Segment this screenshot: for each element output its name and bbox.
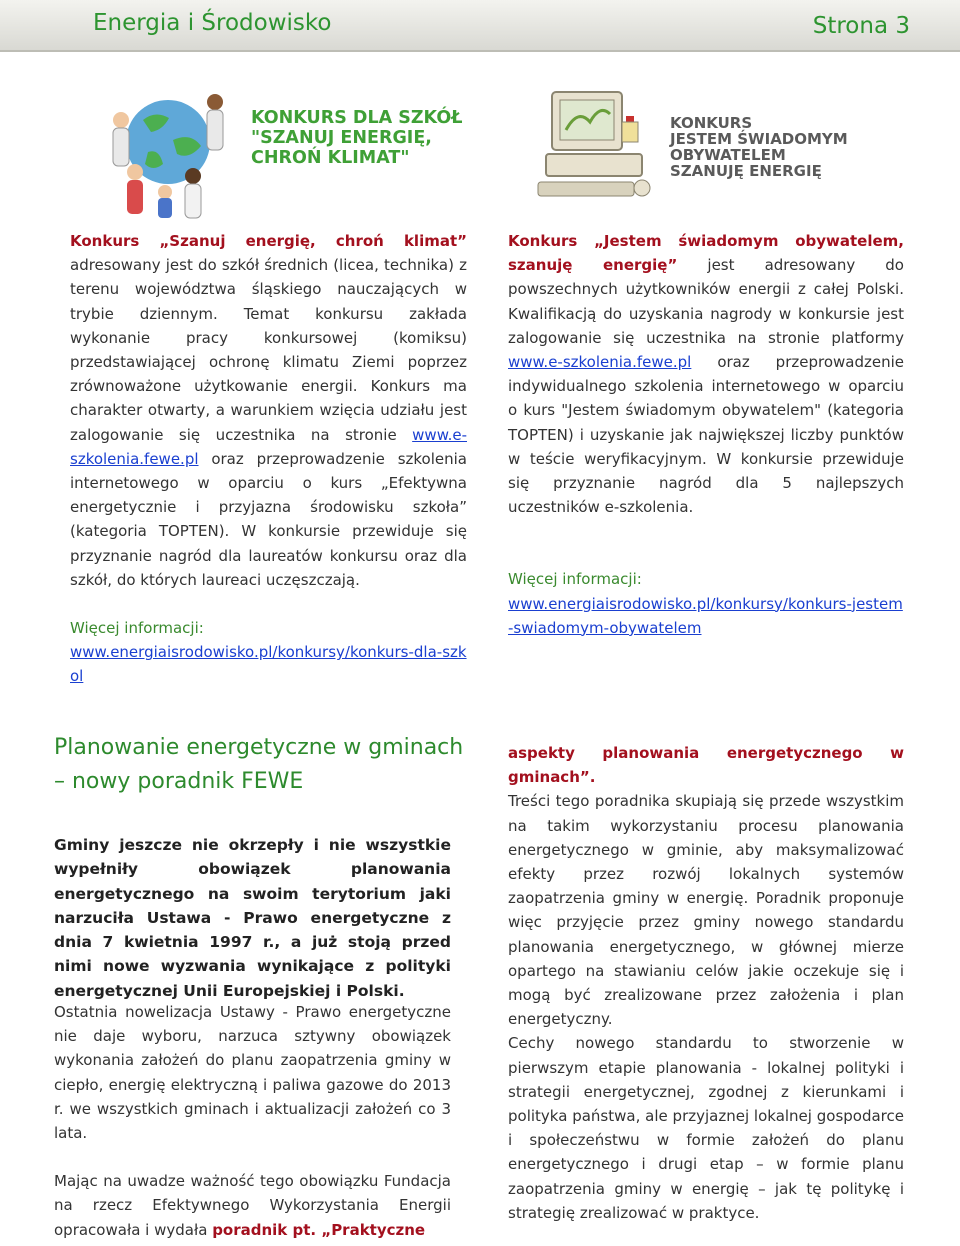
article-lead: Gminy jeszcze nie okrzepły i nie wszystkie wypełniły obowiązek planowania energetycznego na swoim terytorium jaki narzuciła Ustawa - Prawo energetyczne z dnia 7 kwietnia 1997 r., a już stoją przed nimi nowe wyzwania wynikające z polityki energetycznej Unii Europejskiej i Polski. xyxy=(54,836,451,1000)
children-globe-icon xyxy=(93,80,243,220)
eszkolenia-link[interactable]: www.e-szkolenia.fewe.pl xyxy=(70,425,467,468)
article-fewe-right xyxy=(508,741,904,1225)
page-header xyxy=(0,0,960,52)
logo-text: KONKURS DLA SZKÓŁ "SZANUJ ENERGIĘ, CHROŃ KLIMAT" xyxy=(251,108,463,168)
article-title: Konkurs „Jestem świadomym obywatelem, szanuję energię” xyxy=(508,232,904,275)
contest-logo-schools xyxy=(93,80,463,220)
paragraph: Ostatnia nowelizacja Ustawy - Prawo energetyczne nie daje wyboru, narzuca sztywny obowiązek wykonania założeń do planu zaopatrzenia gminy w ciepło, energię elektryczną i paliwa gazowe do 2013 r. we wszystkich gminach i aktualizacji założeń co 3 lata. xyxy=(54,1003,451,1143)
paragraph: Cechy nowego standardu to stworzenie w pierwszym etapie planowania - lokalnej polityki i strategii energetycznej, zgodnej z kierunkami i polityka państwa, ale przyjaznej lokalnej gospodarce i społeczeństwu w formie założeń do planu energetycznego i drugi etap – w formie planu zaopatrzenia gminy w energię – jak tę politykę i strategię zrealizować w praktyce. xyxy=(508,1034,904,1222)
paragraph: Treści tego poradnika skupiają się przede wszystkim na takim wykorzystaniu procesu planowania energetycznego w gminie, aby maksymalizować efekty przez rozwój lokalnych systemów zaopatrzenia gminy w energię. Poradnik proponuje więc przyjęcie przez gminy nowego standardu planowania energetycznego, w głównej mierze opartego na stawianiu celów jakie oczekuje się i mogą być zrealizowane przez założenia i plan energetyczny. xyxy=(508,792,904,1029)
guide-title: aspekty planowania energetycznego w gminach”. xyxy=(508,744,904,787)
eszkolenia-link[interactable]: www.e-szkolenia.fewe.pl xyxy=(508,353,692,372)
page-number: Strona 3 xyxy=(812,13,910,39)
article-fewe-left xyxy=(54,1000,451,1242)
paragraph: Mając na uwadze ważność tego obowiązku Fundacja na rzecz Efektywnego Wykorzystania Energii opracowała i wydała xyxy=(54,1172,451,1239)
newsletter-title: Energia i Środowisko xyxy=(93,10,332,36)
more-info-label: Więcej informacji: xyxy=(508,570,642,589)
contest-logo-citizen xyxy=(530,78,950,218)
article-body: oraz przeprowadzenie indywidualnego szkolenia internetowego w oparciu o kurs "Jestem świadomym obywatelem" (kategoria TOPTEN) i uzyskanie jak największej liczby punktów w teście weryfikacyjnym. W konkursie przewiduje się przyznanie nagród dla 5 najlepszych uczestników e-szkolenia. xyxy=(508,353,904,517)
article-schools-contest xyxy=(70,229,467,689)
article-heading: Planowanie energetyczne w gminach – nowy poradnik FEWE xyxy=(54,735,464,794)
more-info-label: Więcej informacji: xyxy=(70,619,204,638)
article-body: jest adresowany do powszechnych użytkowników energii z całej Polski. Kwalifikacją do uzyskania nagrody w konkursie jest zalogowanie się uczestnika na stronie platformy xyxy=(508,256,904,347)
guide-title: poradnik pt. „Praktyczne xyxy=(212,1220,426,1239)
article-citizen-contest xyxy=(508,229,904,640)
more-info-link[interactable]: www.energiaisrodowisko.pl/konkursy/konkurs-jestem-swiadomym-obywatelem xyxy=(508,594,903,637)
computer-icon xyxy=(530,78,660,218)
article-body: adresowany jest do szkół średnich (licea, technika) z terenu województwa śląskiego nauczających w trybie dziennym. Temat konkursu zakłada wykonanie pracy konkursowej (komiksu) przedstawiającej ochronę klimatu Ziemi poprzez zrównoważone użytkowanie energii. Konkurs ma charakter otwarty, a warunkiem wzięcia udziału jest zalogowanie się uczestnika na stronie xyxy=(70,256,467,444)
article-title: Konkurs „Szanuj energię, chroń klimat” xyxy=(70,232,467,250)
more-info-link[interactable]: www.energiaisrodowisko.pl/konkursy/konkurs-dla-szkol xyxy=(70,643,467,686)
article-body: oraz przeprowadzenie szkolenia internetowego w oparciu o kurs „Efektywna energetycznie i przyjazna środowisku szkoła” (kategoria TOPTEN). W konkursie przewiduje się przyznanie nagród dla laureatów konkursu oraz dla szkół, do których laureaci uczęszczają. xyxy=(70,449,467,589)
logo-text: KONKURS JESTEM ŚWIADOMYM OBYWATELEM SZANUJĘ ENERGIĘ xyxy=(670,114,848,180)
